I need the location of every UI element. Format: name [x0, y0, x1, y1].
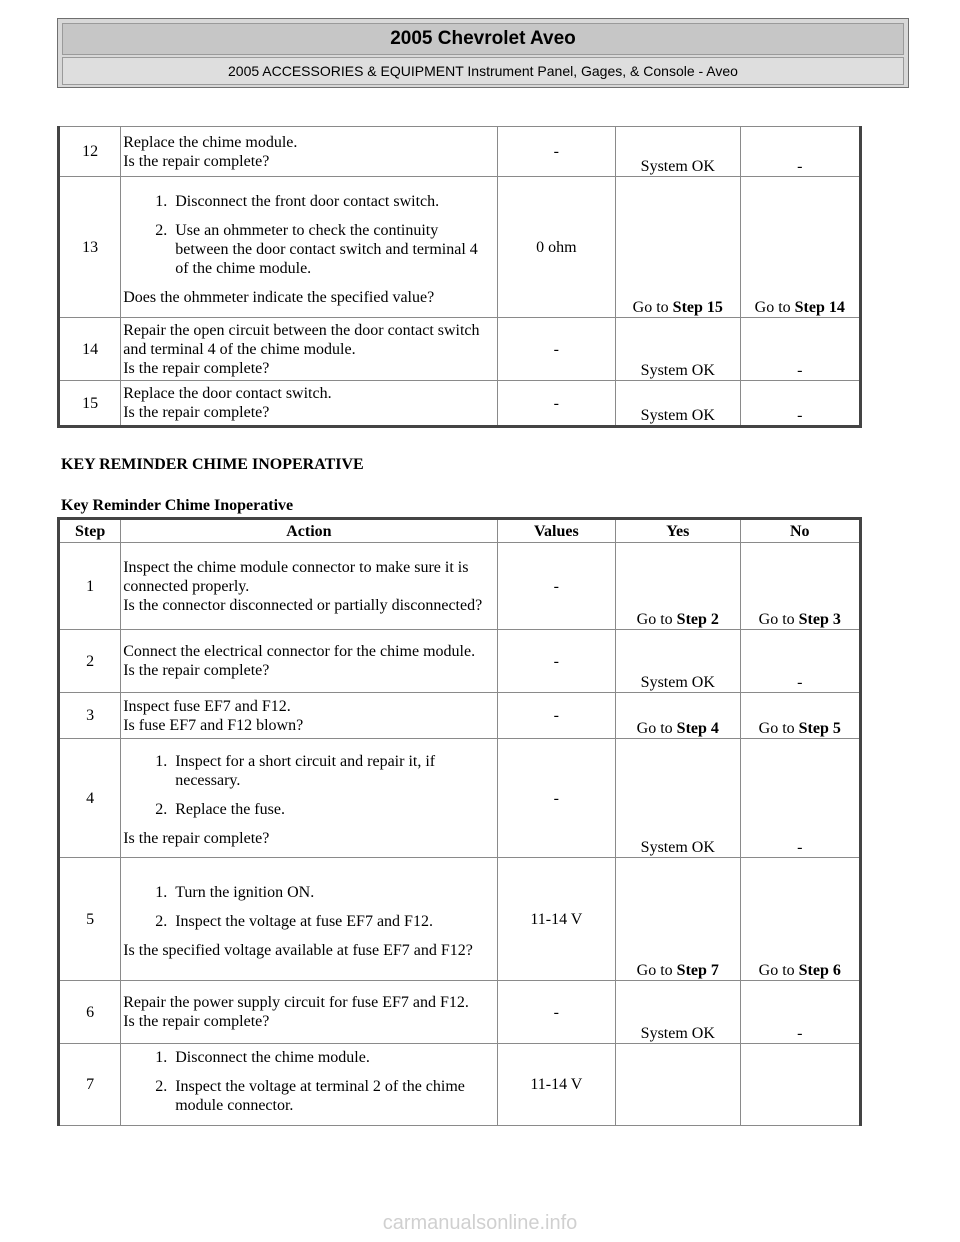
action-cell: [121, 630, 497, 693]
step-number: 14: [59, 318, 121, 381]
no-cell: [740, 1044, 860, 1126]
action-line: Connect the electrical connector for the chime module.: [123, 643, 476, 660]
action-cell: [121, 739, 497, 858]
document-header: [57, 18, 909, 88]
step-number: 3: [59, 693, 121, 739]
no-cell: Go to Step 5: [740, 693, 860, 739]
values-cell: -: [497, 381, 615, 427]
action-question: Does the ohmmeter indicate the specified value?: [123, 288, 435, 306]
action-cell: [121, 177, 497, 318]
table-row: [59, 381, 861, 427]
table-caption: Key Reminder Chime Inoperative: [61, 497, 294, 514]
table-header-row: [59, 519, 861, 543]
step-number: 13: [59, 177, 121, 318]
action-line: Inspect fuse EF7 and F12.: [123, 697, 291, 715]
action-steps-list: [123, 883, 494, 931]
no-cell: Go to Step 6: [740, 858, 860, 981]
no-step-ref: Step 6: [798, 962, 841, 979]
yes-step-ref: Step 4: [676, 720, 719, 737]
action-cell: [121, 981, 497, 1044]
action-step: 2. Use an ohmmeter to check the continuity between the door contact switch and terminal 4 of the chime module.: [171, 221, 494, 278]
column-header: Step: [59, 519, 121, 543]
watermark: carmanualsonline.info: [382, 1212, 578, 1234]
action-step: 2. Inspect the voltage at fuse EF7 and F12.: [171, 912, 494, 931]
action-cell: [121, 381, 497, 427]
step-number: 12: [59, 127, 121, 177]
step-number: 5: [59, 858, 121, 981]
action-question: Is the repair complete?: [123, 830, 270, 847]
no-cell: Go to Step 14: [740, 177, 860, 318]
no-cell: -: [740, 381, 860, 427]
no-step-ref: Step 5: [798, 720, 841, 737]
action-steps-list: [123, 192, 494, 278]
column-header: Values: [497, 519, 615, 543]
values-cell: 11-14 V: [497, 858, 615, 981]
action-cell: [121, 543, 497, 630]
yes-cell: Go to Step 7: [616, 858, 740, 981]
action-steps-list: [123, 752, 494, 819]
action-line: Replace the chime module.: [123, 133, 298, 151]
yes-step-ref: Step 7: [676, 962, 719, 979]
action-step: 1. Disconnect the front door contact switch.: [171, 192, 494, 211]
action-step: 2. Replace the fuse.: [171, 800, 494, 819]
action-cell: [121, 1044, 497, 1126]
yes-cell: Go to Step 4: [616, 693, 740, 739]
no-cell: -: [740, 318, 860, 381]
values-cell: -: [497, 630, 615, 693]
no-step-ref: Step 3: [798, 611, 841, 628]
action-line: Replace the door contact switch.: [123, 385, 332, 402]
values-cell: -: [497, 543, 615, 630]
values-cell: -: [497, 739, 615, 858]
key-reminder-chime-table: [57, 517, 862, 1126]
values-cell: -: [497, 127, 615, 177]
column-header: Yes: [616, 519, 740, 543]
table-row: [59, 739, 861, 858]
action-line: Repair the power supply circuit for fuse EF7 and F12.: [123, 994, 469, 1011]
values-cell: 0 ohm: [497, 177, 615, 318]
yes-cell: System OK: [616, 981, 740, 1044]
no-step-ref: Step 14: [794, 299, 845, 316]
action-line: Is the repair complete?: [123, 152, 270, 170]
action-steps-list: [123, 1048, 494, 1115]
step-number: 4: [59, 739, 121, 858]
table-row: [59, 1044, 861, 1126]
step-number: 1: [59, 543, 121, 630]
table-row: [59, 127, 861, 177]
table-row: [59, 630, 861, 693]
yes-cell: System OK: [616, 127, 740, 177]
step-number: 7: [59, 1044, 121, 1126]
no-cell: -: [740, 127, 860, 177]
action-cell: [121, 127, 497, 177]
yes-cell: [616, 1044, 740, 1126]
action-line: Is the repair complete?: [123, 404, 270, 421]
values-cell: -: [497, 981, 615, 1044]
section-heading: KEY REMINDER CHIME INOPERATIVE: [61, 456, 364, 473]
values-cell: -: [497, 318, 615, 381]
action-line: Repair the open circuit between the door contact switch and terminal 4 of the chime module.: [123, 321, 480, 358]
procedure-table-continued: [57, 126, 862, 428]
column-header: No: [740, 519, 860, 543]
action-line: Is the repair complete?: [123, 662, 270, 679]
action-step: 1. Inspect for a short circuit and repair it, if necessary.: [171, 752, 494, 790]
values-cell: 11-14 V: [497, 1044, 615, 1126]
yes-step-ref: Step 2: [676, 611, 719, 628]
no-cell: -: [740, 739, 860, 858]
yes-cell: Go to Step 2: [616, 543, 740, 630]
action-step: 1. Turn the ignition ON.: [171, 883, 494, 902]
table-row: [59, 177, 861, 318]
no-cell: Go to Step 3: [740, 543, 860, 630]
table-row: [59, 858, 861, 981]
no-cell: -: [740, 630, 860, 693]
action-line: Is the connector disconnected or partially disconnected?: [123, 596, 483, 614]
step-number: 2: [59, 630, 121, 693]
header-title: 2005 Chevrolet Aveo: [62, 23, 904, 55]
yes-cell: System OK: [616, 318, 740, 381]
table-row: [59, 693, 861, 739]
action-cell: [121, 858, 497, 981]
action-line: Inspect the chime module connector to make sure it is connected properly.: [123, 558, 469, 595]
step-number: 6: [59, 981, 121, 1044]
no-cell: -: [740, 981, 860, 1044]
table-row: [59, 318, 861, 381]
yes-cell: System OK: [616, 381, 740, 427]
action-cell: [121, 318, 497, 381]
table-row: [59, 543, 861, 630]
action-step: 2. Inspect the voltage at terminal 2 of the chime module connector.: [171, 1077, 494, 1115]
table-row: [59, 981, 861, 1044]
action-step: 1. Disconnect the chime module.: [171, 1048, 494, 1067]
action-line: Is fuse EF7 and F12 blown?: [123, 716, 304, 734]
column-header: Action: [121, 519, 497, 543]
header-subtitle: 2005 ACCESSORIES & EQUIPMENT Instrument Panel, Gages, & Console - Aveo: [62, 57, 904, 85]
yes-cell: Go to Step 15: [616, 177, 740, 318]
step-number: 15: [59, 381, 121, 427]
values-cell: -: [497, 693, 615, 739]
action-question: Is the specified voltage available at fuse EF7 and F12?: [123, 941, 473, 959]
yes-step-ref: Step 15: [672, 299, 723, 316]
action-line: Is the repair complete?: [123, 359, 270, 377]
yes-cell: System OK: [616, 630, 740, 693]
yes-cell: System OK: [616, 739, 740, 858]
action-cell: [121, 693, 497, 739]
action-line: Is the repair complete?: [123, 1013, 270, 1030]
